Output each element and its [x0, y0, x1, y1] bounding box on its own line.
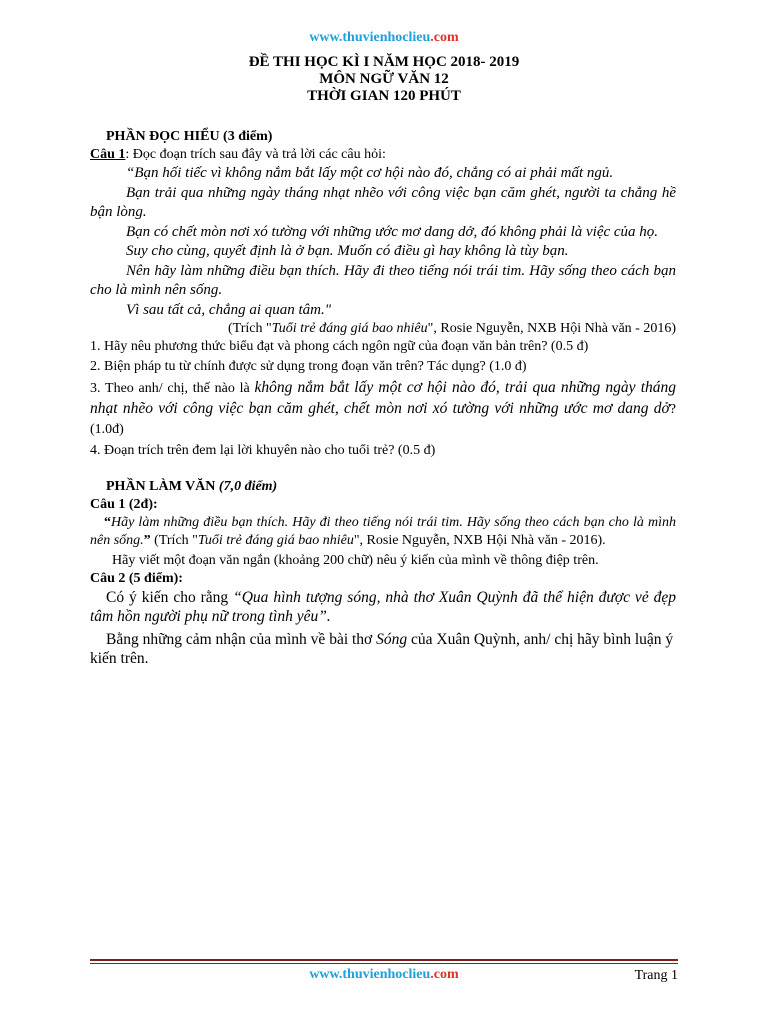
- item-3-prefix: 3. Theo anh/ chị, thế nào là: [90, 381, 255, 396]
- quote-close-mark: ”: [143, 532, 151, 548]
- writing-question-1-task: Hãy viết một đoạn văn ngắn (khoảng 200 chữ) nêu ý kiến của mình về thông điệp trên.: [112, 552, 599, 568]
- exam-subject: MÔN NGỮ VĂN 12: [319, 71, 449, 87]
- footer-rule-thin: [90, 963, 678, 964]
- citation-suffix: ", Rosie Nguyễn, NXB Hội Nhà văn - 2016): [427, 321, 676, 336]
- question-1-label: Câu 1: [90, 147, 126, 162]
- header-site-domain: .com: [430, 30, 459, 45]
- reading-item-4: 4. Đoạn trích trên đem lại lời khuyên nào cho tuổi trẻ? (0.5 đ): [90, 442, 436, 458]
- item-3-points: ? (1.0đ): [90, 401, 676, 437]
- c1-citation-book-title: Tuổi trẻ đáng giá bao nhiêu: [197, 532, 354, 548]
- passage-line: Vì sau tất cả, chẳng ai quan tâm.": [126, 301, 332, 318]
- passage-line: “Bạn hối tiếc vì không nắm bắt lấy một cơ hội nào đó, chẳng có ai phải mất ngủ.: [126, 165, 614, 181]
- writing-question-2-label: Câu 2 (5 điểm):: [90, 570, 183, 586]
- footer-site-domain: .com: [430, 967, 459, 982]
- question-1-text: : Đọc đoạn trích sau đây và trả lời các câu hỏi:: [125, 147, 386, 162]
- exam-content: [90, 128, 676, 669]
- passage-citation: [90, 320, 676, 338]
- header-site-name: www.thuvienhoclieu: [309, 30, 431, 45]
- exam-title-block: [0, 54, 768, 105]
- c1-citation-prefix: (Trích ": [150, 532, 198, 548]
- reading-item-3: [90, 378, 676, 440]
- citation-prefix: (Trích ": [227, 321, 272, 336]
- writing-heading-text: PHẦN LÀM VĂN: [106, 478, 219, 494]
- header-site-link[interactable]: [0, 30, 768, 46]
- exam-title: ĐỀ THI HỌC KÌ I NĂM HỌC 2018- 2019: [248, 54, 520, 70]
- writing-question-2-task: [90, 630, 676, 669]
- quote-open-mark: “: [104, 514, 111, 530]
- c2-task-suffix: của Xuân Quỳnh, anh/ chị hãy bình luận ý kiến trên.: [90, 630, 674, 667]
- reading-passage: [90, 164, 676, 320]
- footer-rule-thick: [90, 959, 678, 961]
- writing-heading-points: (7,0 điểm): [218, 478, 278, 494]
- writing-question-2-prompt: [90, 588, 676, 627]
- passage-line: Suy cho cùng, quyết định là ở bạn. Muốn có điều gì hay không là tùy bạn.: [126, 243, 569, 259]
- passage-line: Bạn trải qua những ngày tháng nhạt nhẽo với công việc bạn căm ghét, người ta chẳng hề bận lòng.: [90, 184, 676, 220]
- writing-question-2-quote: “Qua hình tượng sóng, nhà thơ Xuân Quỳnh đã thể hiện được vẻ đẹp tâm hồn người phụ nữ trong tình yêu”.: [90, 588, 677, 625]
- reading-question-1: [90, 146, 676, 164]
- passage-line: Nên hãy làm những điều bạn thích. Hãy đi theo tiếng nói trái tim. Hãy sống theo cách bạn cho là mình nên sống.: [90, 262, 676, 298]
- writing-question-1-label: Câu 1 (2đ):: [90, 496, 158, 512]
- exam-duration: THỜI GIAN 120 PHÚT: [307, 88, 461, 104]
- writing-section-heading: [90, 478, 676, 496]
- reading-section-heading: PHẦN ĐỌC HIỂU (3 điểm): [106, 129, 273, 144]
- passage-line: Bạn có chết mòn nơi xó tường với những ước mơ dang dở, đó không phải là việc của họ.: [126, 223, 659, 240]
- page-number: Trang 1: [634, 968, 678, 983]
- reading-item-1: 1. Hãy nêu phương thức biểu đạt và phong cách ngôn ngữ của đoạn văn bản trên? (0.5 đ): [90, 339, 589, 354]
- c2-poem-title: Sóng: [376, 630, 408, 648]
- citation-book-title: Tuổi trẻ đáng giá bao nhiêu: [271, 321, 428, 336]
- item-3-quote: không nắm bắt lấy một cơ hội nào đó, trải qua những ngày tháng nhạt nhẽo với công việc bạn căm ghét, chết mòn nơi xó tường với những ước mơ dang dở: [90, 379, 677, 417]
- writing-question-1-prompt: [90, 514, 676, 550]
- footer-site-name: www.thuvienhoclieu: [309, 967, 431, 982]
- writing-question-1-quote: Hãy làm những điều bạn thích. Hãy đi theo tiếng nói trái tim. Hãy sống theo cách bạn cho là mình nên sống.: [90, 514, 676, 548]
- c1-citation-suffix: ", Rosie Nguyễn, NXB Hội Nhà văn - 2016).: [353, 532, 606, 548]
- c2-task-prefix: Bằng những cảm nhận của mình về bài thơ: [106, 630, 377, 648]
- reading-item-2: 2. Biện pháp tu từ chính được sử dụng trong đoạn văn trên? Tác dụng? (1.0 đ): [90, 359, 527, 374]
- c2-prefix: Có ý kiến cho rằng: [106, 588, 234, 606]
